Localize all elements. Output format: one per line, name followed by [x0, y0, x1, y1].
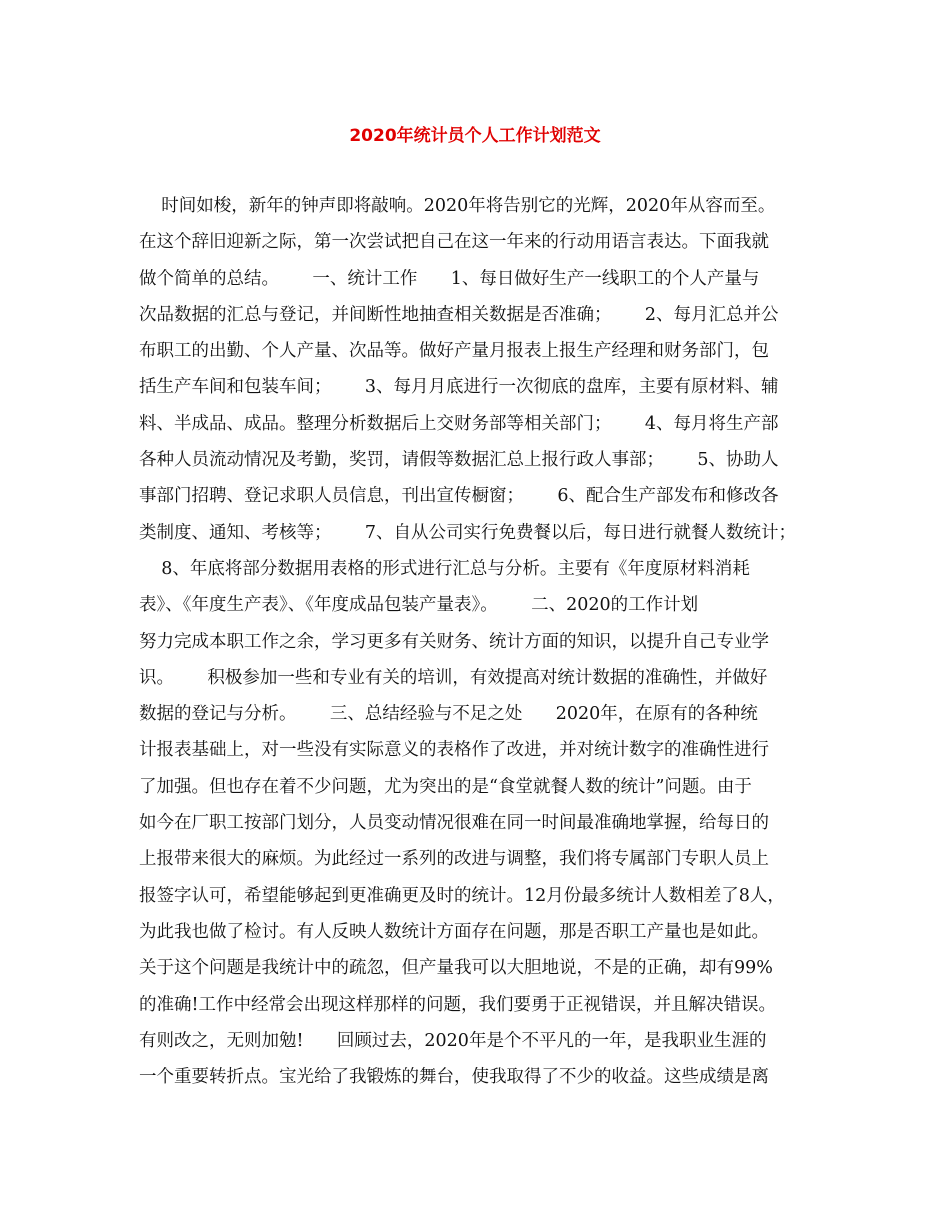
body-line: 括生产车间和包装车间； 3、每月月底进行一次彻底的盘库，主要有原材料、辅 — [139, 377, 779, 398]
body-line: 计报表基础上，对一些没有实际意义的表格作了改进，并对统计数字的准确性进行 — [139, 740, 769, 761]
body-line: 一个重要转折点。宝光给了我锻炼的舞台，使我取得了不少的收益。这些成绩是离 — [139, 1067, 769, 1088]
body-line: 布职工的出勤、个人产量、次品等。做好产量月报表上报生产经理和财务部门，包 — [139, 341, 769, 362]
body-line: 有则改之，无则加勉! 回顾过去，2020年是个不平凡的一年，是我职业生涯的 — [139, 1030, 767, 1051]
body-line: 做个简单的总结。 一、统计工作 1、每日做好生产一线职工的个人产量与 — [139, 268, 760, 289]
body-line: 为此我也做了检讨。有人反映人数统计方面存在问题，那是否职工产量也是如此。 — [139, 921, 769, 942]
body-line: 8、年底将部分数据用表格的形式进行汇总与分析。主要有《年度原材料消耗 — [139, 558, 750, 579]
body-line: 次品数据的汇总与登记，并间断性地抽查相关数据是否准确； 2、每月汇总并公 — [139, 304, 779, 325]
body-line: 数据的登记与分析。 三、总结经验与不足之处 2020年，在原有的各种统 — [139, 704, 758, 725]
body-line: 如今在厂职工按部门划分，人员变动情况很难在同一时间最准确地掌握，给每日的 — [139, 813, 769, 834]
body-line: 的准确!工作中经常会出现这样那样的问题，我们要勇于正视错误，并且解决错误。 — [139, 994, 777, 1015]
body-line: 报签字认可，希望能够起到更准确更及时的统计。12月份最多统计人数相差了8人， — [139, 885, 785, 906]
body-line: 时间如梭，新年的钟声即将敲响。2020年将告别它的光辉，2020年从容而至。 — [139, 196, 776, 216]
document-body — [139, 188, 839, 1095]
body-line: 料、半成品、成品。整理分析数据后上交财务部等相关部门； 4、每月将生产部 — [139, 413, 779, 434]
body-line: 在这个辞旧迎新之际，第一次尝试把自己在这一年来的行动用语言表达。下面我就 — [139, 232, 769, 253]
body-line: 关于这个问题是我统计中的疏忽，但产量我可以大胆地说，不是的正确，却有99% — [139, 958, 773, 979]
document-title: 2020年统计员个人工作计划范文 — [349, 126, 601, 146]
body-line: 各种人员流动情况及考勤，奖罚，请假等数据汇总上报行政人事部； 5、协助人 — [139, 450, 779, 471]
body-line: 类制度、通知、考核等； 7、自从公司实行免费餐以后，每日进行就餐人数统计； — [139, 522, 797, 543]
body-line: 上报带来很大的麻烦。为此经过一系列的改进与调整，我们将专属部门专职人员上 — [139, 849, 769, 870]
body-line: 事部门招聘、登记求职人员信息，刊出宣传橱窗； 6、配合生产部发布和修改各 — [139, 486, 779, 507]
body-line: 了加强。但也存在着不少问题，尤为突出的是“食堂就餐人数的统计”问题。由于 — [139, 776, 752, 797]
body-line: 识。 积极参加一些和专业有关的培训，有效提高对统计数据的准确性，并做好 — [139, 667, 768, 688]
body-line: 努力完成本职工作之余，学习更多有关财务、统计方面的知识，以提升自己专业学 — [139, 631, 769, 652]
body-line: 表》、《年度生产表》、《年度成品包装产量表》。 二、2020的工作计划 — [139, 595, 699, 616]
